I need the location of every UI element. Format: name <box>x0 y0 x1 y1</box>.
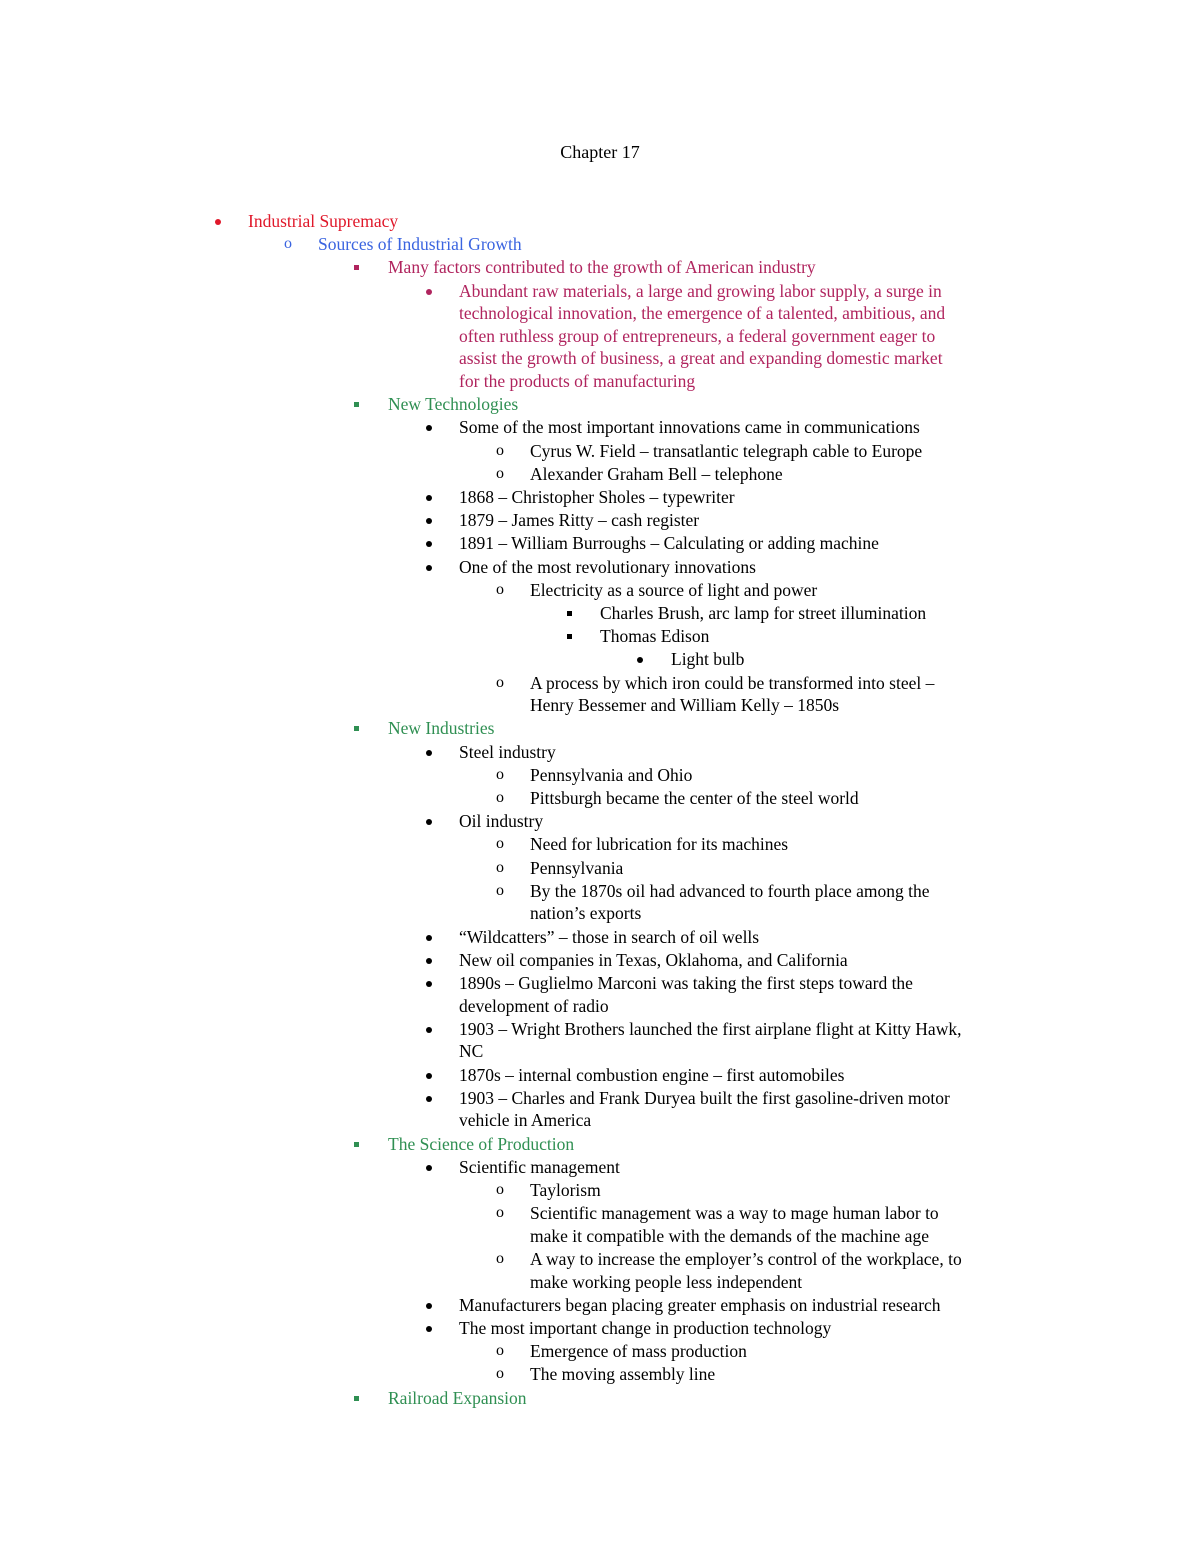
bullet-dot-icon <box>426 981 432 987</box>
bullet-dot-icon <box>426 495 432 501</box>
bullet-square-icon <box>567 634 572 639</box>
outline-item-text: Pennsylvania and Ohio <box>530 764 693 785</box>
page-title: Chapter 17 <box>560 142 640 162</box>
outline-item-text: New Technologies <box>388 394 519 415</box>
bullet-circle-icon: o <box>496 1204 504 1222</box>
bullet-dot-icon <box>426 425 432 431</box>
outline-item-text: Scientific management was a way to mage human labor to <box>530 1203 939 1224</box>
bullet-circle-icon: o <box>496 881 504 899</box>
outline-item-text: Sources of Industrial Growth <box>318 234 522 255</box>
outline-item-text: Manufacturers began placing greater emphasis on industrial research <box>459 1294 941 1315</box>
bullet-dot-icon <box>426 750 432 756</box>
bullet-dot-icon <box>426 1303 432 1309</box>
outline-item-text: Steel industry <box>459 741 556 762</box>
bullet-dot-icon <box>637 657 643 663</box>
bullet-circle-icon: o <box>496 441 504 459</box>
bullet-dot-icon <box>426 958 432 964</box>
bullet-circle-icon: o <box>496 789 504 806</box>
bullet-circle-icon: o <box>496 673 504 691</box>
outline-item-text: Pennsylvania <box>530 857 624 878</box>
bullet-circle-icon: o <box>496 765 504 783</box>
outline-item-text: 1868 – Christopher Sholes – typewriter <box>459 487 735 507</box>
outline-item-text: for the products of manufacturing <box>459 370 696 391</box>
bullet-dot-icon <box>426 1073 432 1079</box>
outline-item-text: “Wildcatters” – those in search of oil wells <box>459 926 760 947</box>
outline-item-text: Emergence of mass production <box>530 1341 747 1362</box>
outline-item-text: Cyrus W. Field – transatlantic telegraph cable to Europe <box>530 440 923 461</box>
bullet-dot-icon <box>426 1326 432 1332</box>
outline-item-text: 1870s – internal combustion engine – first automobiles <box>459 1064 845 1085</box>
outline-item-text: Railroad Expansion <box>388 1387 527 1408</box>
bullet-square-icon <box>354 726 359 731</box>
outline-item-text: Taylorism <box>530 1180 601 1200</box>
outline-item-text: The moving assembly line <box>530 1364 716 1385</box>
bullet-dot-icon <box>426 565 432 571</box>
bullet-circle-icon: o <box>496 580 504 598</box>
bullet-square-icon <box>354 1142 359 1147</box>
bullet-dot-icon <box>215 219 221 225</box>
outline-item-text: Scientific management <box>459 1156 620 1177</box>
outline-item-text: Industrial Supremacy <box>248 211 399 231</box>
bullet-square-icon <box>354 402 359 407</box>
bullet-circle-icon: o <box>496 1250 504 1267</box>
outline-item-text: A process by which iron could be transformed into steel – <box>530 672 935 693</box>
outline-item-text: New oil companies in Texas, Oklahoma, and California <box>459 949 848 970</box>
outline-item-text: Charles Brush, arc lamp for street illumination <box>600 603 927 623</box>
bullet-circle-icon: o <box>284 235 292 253</box>
bullet-dot-icon <box>426 289 432 295</box>
outline-item-text: Electricity as a source of light and power <box>530 579 818 600</box>
outline-item-text: vehicle in America <box>459 1110 592 1131</box>
outline-item-text: 1891 – William Burroughs – Calculating or adding machine <box>459 533 879 554</box>
bullet-circle-icon: o <box>496 1181 504 1198</box>
outline-item-text: Oil industry <box>459 811 544 832</box>
outline-item-text: 1879 – James Ritty – cash register <box>459 510 700 531</box>
outline-item-text: make it compatible with the demands of the machine age <box>530 1225 929 1246</box>
bullet-circle-icon: o <box>496 835 504 853</box>
bullet-dot-icon <box>426 935 432 941</box>
bullet-dot-icon <box>426 541 432 547</box>
outline-item-text: Pittsburgh became the center of the steel world <box>530 788 859 808</box>
outline-item-text: The most important change in production technology <box>459 1318 832 1338</box>
bullet-square-icon <box>354 265 359 270</box>
bullet-dot-icon <box>426 1027 432 1033</box>
bullet-square-icon <box>567 611 572 616</box>
outline-item-text: nation’s exports <box>530 903 642 924</box>
bullet-dot-icon <box>426 819 432 825</box>
outline-item-text: often ruthless group of entrepreneurs, a federal government eager to <box>459 325 936 346</box>
outline-item-text: make working people less independent <box>530 1271 803 1292</box>
outline-item-text: 1890s – Guglielmo Marconi was taking the first steps toward the <box>459 973 913 993</box>
bullet-dot-icon <box>426 518 432 524</box>
bullet-circle-icon: o <box>496 858 504 876</box>
bullet-circle-icon: o <box>496 1365 504 1383</box>
bullet-dot-icon <box>426 1165 432 1171</box>
outline-item-text: 1903 – Wright Brothers launched the first airplane flight at Kitty Hawk, <box>459 1018 962 1039</box>
outline-item-text: The Science of Production <box>388 1133 575 1154</box>
outline-item-text: New Industries <box>388 718 495 739</box>
outline-item-text: 1903 – Charles and Frank Duryea built the first gasoline-driven motor <box>459 1087 950 1108</box>
outline-item-text: One of the most revolutionary innovations <box>459 556 756 577</box>
outline-item-text: By the 1870s oil had advanced to fourth place among the <box>530 880 930 901</box>
outline-item-text: Light bulb <box>671 649 745 670</box>
bullet-dot-icon <box>426 1096 432 1102</box>
outline-item-text: Need for lubrication for its machines <box>530 834 789 855</box>
outline-item-text: Henry Bessemer and William Kelly – 1850s <box>530 695 840 716</box>
outline-item-text: technological innovation, the emergence of a talented, ambitious, and <box>459 303 946 324</box>
outline-item-text: Alexander Graham Bell – telephone <box>530 463 783 484</box>
outline-item-text: Some of the most important innovations came in communications <box>459 417 920 438</box>
outline-item-text: NC <box>459 1041 484 1062</box>
outline-item-text: Abundant raw materials, a large and growing labor supply, a surge in <box>459 280 942 301</box>
outline-item-text: development of radio <box>459 995 609 1016</box>
bullet-circle-icon: o <box>496 464 504 482</box>
bullet-square-icon <box>354 1396 359 1401</box>
outline-item-text: Many factors contributed to the growth of American industry <box>388 257 816 278</box>
bullet-circle-icon: o <box>496 1342 504 1360</box>
outline-item-text: Thomas Edison <box>600 626 710 647</box>
outline-item-text: A way to increase the employer’s control of the workplace, to <box>530 1249 962 1269</box>
outline-item-text: assist the growth of business, a great and expanding domestic market <box>459 348 943 369</box>
